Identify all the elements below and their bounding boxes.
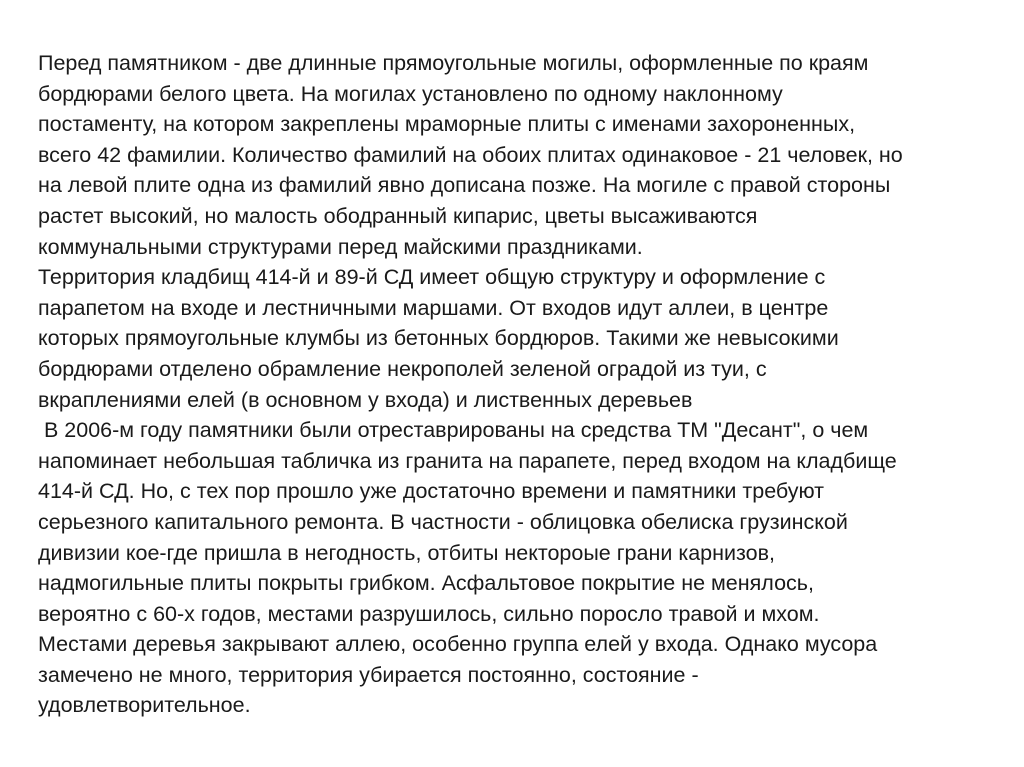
body-text: [38, 48, 998, 721]
text-line: коммунальными структурами перед майскими праздниками.: [38, 234, 643, 259]
text-line: растет высокий, но малость ободранный кипарис, цветы высаживаются: [38, 203, 758, 228]
text-line: удовлетворительное.: [38, 693, 251, 718]
text-line: всего 42 фамилии. Количество фамилий на обоих плитах одинаковое - 21 человек, но: [38, 142, 903, 167]
text-line: бордюрами отделено обрамление некрополей зеленой оградой из туи, с: [38, 356, 767, 381]
text-line: бордюрами белого цвета. На могилах установлено по одному наклонному: [38, 81, 783, 106]
text-line: напоминает небольшая табличка из гранита на парапете, перед входом на кладбище: [38, 448, 897, 473]
text-line: Местами деревья закрывают аллею, особенно группа елей у входа. Однако мусора: [38, 632, 878, 657]
text-line: парапетом на входе и лестничными маршами. От входов идут аллеи, в центре: [38, 295, 829, 320]
text-line: Территория кладбищ 414-й и 89-й СД имеет общую структуру и оформление с: [38, 265, 826, 290]
text-line: которых прямоугольные клумбы из бетонных бордюров. Такими же невысокими: [38, 326, 839, 351]
text-line: дивизии кое-где пришла в негодность, отбиты некторoые грани карнизов,: [38, 540, 775, 565]
text-line: постаменту, на котором закреплены мраморные плиты с именами захороненных,: [38, 112, 856, 137]
text-line: В 2006-м году памятники были отреставрированы на средства ТМ "Десант", о чем: [38, 418, 869, 443]
text-line: замечено не много, территория убирается постоянно, состояние -: [38, 662, 699, 687]
text-line: 414-й СД. Но, с тех пор прошло уже достаточно времени и памятники требуют: [38, 479, 825, 504]
text-line: надмогильные плиты покрыты грибком. Асфальтовое покрытие не менялось,: [38, 571, 814, 596]
text-line: серьезного капитального ремонта. В частности - облицовка обелиска грузинской: [38, 509, 848, 534]
text-line: на левой плите одна из фамилий явно дописана позже. На могиле с правой стороны: [38, 173, 891, 198]
text-line: вкраплениями елей (в основном у входа) и лиственных деревьев: [38, 387, 693, 412]
text-line: Перед памятником - две длинные прямоугольные могилы, оформленные по краям: [38, 51, 869, 75]
text-line: вероятно с 60-х годов, местами разрушилось, сильно поросло травой и мхом.: [38, 601, 820, 626]
